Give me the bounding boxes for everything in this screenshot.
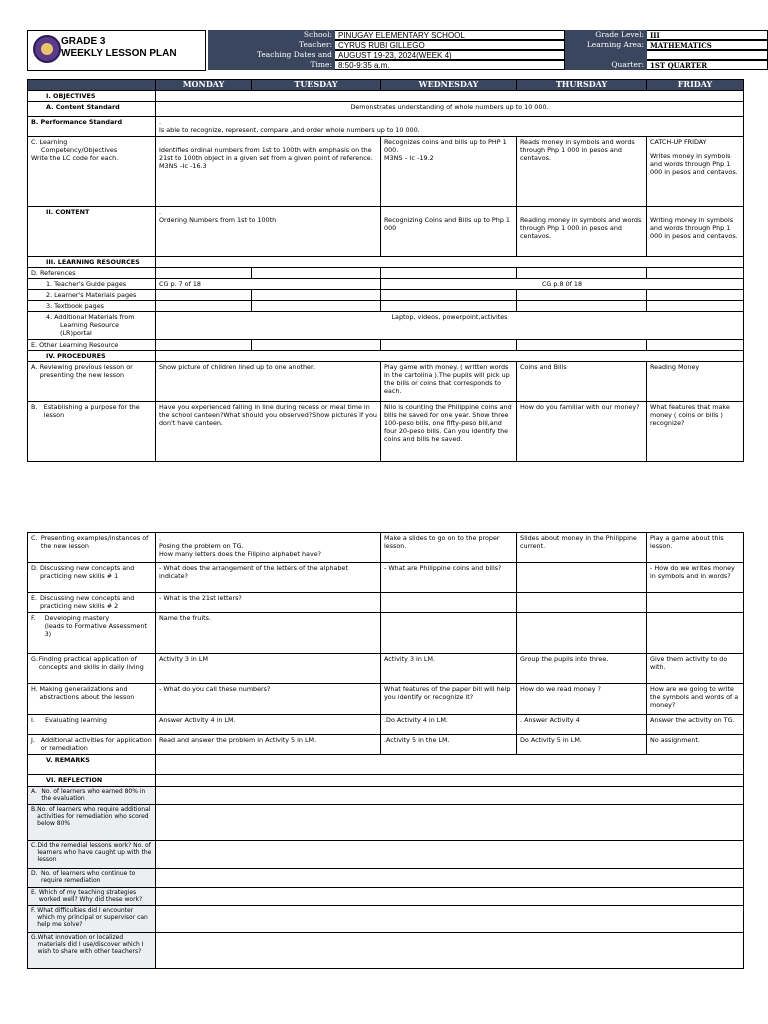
procedure-h-thu: How do we read money ? [517, 684, 647, 715]
competency-mon-tue-line3: M3NS –Ic -16.3 [159, 162, 207, 170]
procedure-c-label [28, 533, 156, 563]
empty-cell [156, 351, 744, 362]
dates-value: AUGUST 19-23, 2024(WEEK 4) [335, 50, 565, 60]
procedure-h-fri: How are we going to write the symbols and words of a money? [647, 684, 744, 715]
procedure-f-text: Developing mastery (leads to Formative Assessment 3) [44, 614, 147, 638]
letter-b: B. [31, 806, 38, 813]
reflection-f-text: What difficulties did I encounter which my principal or supervisor can help me solve? [37, 907, 148, 928]
empty-cell [381, 268, 517, 279]
empty-cell [156, 787, 744, 805]
empty-cell [156, 91, 744, 102]
day-wednesday: WEDNESDAY [381, 80, 517, 91]
title-weekly-plan: WEEKLY LESSON PLAN [61, 48, 177, 59]
grade-level-label: Grade Level: [565, 30, 647, 40]
empty-cell [517, 563, 647, 593]
time-label: Time: [208, 60, 335, 70]
empty-cell [156, 841, 744, 869]
procedure-c-mon-tue-text: Posing the problem on TG. How many letters does the Filipino alphabet have? [159, 542, 322, 558]
letter-a: A. [31, 788, 37, 795]
content-wed [381, 207, 517, 257]
reflection-a-row [28, 787, 744, 805]
lesson-plan-table-page2 [27, 532, 744, 969]
empty-cell [517, 268, 647, 279]
references-label: D. References [28, 268, 156, 279]
procedure-b-thu: How do you familiar with our money? [517, 402, 647, 462]
empty-cell [156, 869, 744, 888]
corner-cell [28, 80, 156, 91]
procedure-a-wed: Play game with money. ( written words in the cartolina ).The pupils will pick up the bills or coins that corresponds to each. [381, 362, 517, 402]
procedure-e-text: Discussing new concepts and practicing new skills # 2 [39, 594, 135, 610]
procedure-b-fri: What features that make money ( coins or bills ) recognize? [647, 402, 744, 462]
procedure-f-label [28, 613, 156, 654]
procedure-g-wed: Activity 3 in LM. [381, 654, 517, 684]
empty-cell [517, 613, 647, 654]
letter-g: G. [31, 655, 38, 663]
teacher-value: CYRUS RUBI GILLEGO [335, 40, 565, 50]
day-friday: FRIDAY [647, 80, 744, 91]
procedure-c-text: Presenting examples/instances of the new lesson [40, 534, 149, 550]
procedure-j-text: Additional activities for application or remediation [40, 736, 152, 752]
empty-cell [517, 340, 647, 351]
content-standard-label: A. Content Standard [28, 102, 156, 117]
day-tuesday: TUESDAY [252, 80, 381, 91]
learners-materials-label: 2. Learner's Materials pages [28, 290, 156, 301]
procedure-b-label [28, 402, 156, 462]
procedure-d-text: Discussing new concepts and practicing new skills # 1 [39, 564, 135, 580]
procedure-h-row [28, 684, 744, 715]
reflection-f-row [28, 906, 744, 933]
quarter-label: Quarter: [565, 60, 647, 70]
competency-row [28, 137, 744, 207]
performance-standard-cell [156, 117, 744, 137]
procedure-e-row [28, 593, 744, 613]
school-label: School: [208, 30, 335, 40]
additional-materials-row [28, 312, 744, 340]
procedure-i-mon-tue: Answer Activity 4 in LM. [156, 715, 381, 735]
content-row [28, 207, 744, 257]
procedure-d-row [28, 563, 744, 593]
procedure-b-wed: Nilo is counting the Philippine coins and bills he saved for one year. Show three 100-peso bills, one fifty-peso bill,and four 20-peso bills. Can you identify the coins and bills he saved. [381, 402, 517, 462]
empty-cell [252, 290, 381, 301]
reflection-e-label [28, 888, 156, 906]
school-value: PINUGAY ELEMENTARY SCHOOL [335, 30, 565, 40]
procedure-g-label [28, 654, 156, 684]
procedure-j-label [28, 735, 156, 755]
quarter-value: 1ST QUARTER [647, 60, 768, 70]
performance-standard-dot: . [159, 118, 162, 126]
resources-heading-row [28, 257, 744, 268]
empty-cell [156, 888, 744, 906]
empty-cell [381, 301, 517, 312]
empty-cell [381, 340, 517, 351]
reflection-c-row [28, 841, 744, 869]
competency-label-line3: Write the LC code for each. [31, 154, 119, 162]
content-thu [517, 207, 647, 257]
procedure-b-text: Establishing a purpose for the lesson [43, 403, 140, 419]
procedure-h-wed: What features of the paper bill will help you identify or recognize it? [381, 684, 517, 715]
teachers-guide-row [28, 279, 744, 290]
procedure-i-text: Evaluating learning [45, 716, 107, 724]
content-fri-text: Writing money in symbols and words through Php 1 000 in pesos and centavos. [650, 216, 738, 240]
procedure-j-wed: .Activity 5 in the LM. [381, 735, 517, 755]
empty-cell [517, 301, 647, 312]
letter-c: C. [31, 842, 38, 849]
empty-cell [252, 301, 381, 312]
empty-cell [381, 593, 517, 613]
letter-d: D. [31, 870, 38, 877]
teacher-label: Teacher: [208, 40, 335, 50]
reflection-c-text: Did the remedial lessons work? No. of learners who have caught up with the lesson [37, 842, 152, 863]
empty-cell [156, 805, 744, 841]
procedure-d-mon-tue: - What does the arrangement of the letters of the alphabet indicate? [156, 563, 381, 593]
competency-label-line1: C. Learning [31, 138, 68, 146]
textbook-row [28, 301, 744, 312]
remarks-row [28, 755, 744, 775]
letter-h: H. [31, 685, 38, 693]
procedure-i-label [28, 715, 156, 735]
time-value: 8:50-9:35 a.m. [335, 60, 565, 70]
letter-i: I. [31, 716, 35, 724]
procedure-h-mon-tue: - What do you call these numbers? [156, 684, 381, 715]
content-wed-text: Recognizing Coins and Bills up to Php 1 000 [384, 216, 510, 232]
reflection-b-text: No. of learners who require additional activities for remediation who scored below 80% [37, 806, 151, 827]
reflection-e-row [28, 888, 744, 906]
procedure-j-thu: Do Activity 5 in LM. [517, 735, 647, 755]
content-standard-row [28, 102, 744, 117]
objectives-heading: I. OBJECTIVES [28, 91, 156, 102]
procedure-c-wed: Make a slides to go on to the proper lesson. [381, 533, 517, 563]
empty-cell [647, 613, 744, 654]
title-grade: GRADE 3 [61, 36, 106, 47]
reflection-a-label [28, 787, 156, 805]
procedure-a-row [28, 362, 744, 402]
learning-area-value: MATHEMATICS [647, 40, 768, 50]
reflection-d-row [28, 869, 744, 888]
reflection-b-label [28, 805, 156, 841]
letter-e: E. [31, 594, 38, 602]
competency-wed: Recognizes coins and bills up to PHP 1 000. M3NS – Ic -19.2 [381, 137, 517, 207]
objectives-heading-row [28, 91, 744, 102]
empty-cell [647, 340, 744, 351]
grade-level-value: III [647, 30, 768, 40]
reflection-d-text: No. of learners who continue to require remediation [40, 870, 136, 884]
procedure-d-fri: - How do we writes money in symbols and in words? [647, 563, 744, 593]
procedure-j-fri: No assignment. [647, 735, 744, 755]
letter-d: D. [31, 564, 38, 572]
performance-standard-label: B. Performance Standard [28, 117, 156, 137]
procedure-f-mon-tue: Name the fruits. [156, 613, 381, 654]
letter-g: G. [31, 934, 38, 941]
reflection-b-row [28, 805, 744, 841]
procedures-heading-row [28, 351, 744, 362]
content-heading: II. CONTENT [28, 207, 156, 257]
procedure-c-row [28, 533, 744, 563]
reflection-g-label [28, 933, 156, 969]
empty-cell [156, 340, 252, 351]
performance-standard-value: Is able to recognize, represent, compare ,and order whole numbers up to 10 000. [159, 126, 420, 134]
reflection-g-text: What innovation or localized materials did I use/discover which I wish to share with other teachers? [37, 934, 144, 955]
empty-cell [156, 301, 252, 312]
reflection-a-text: No. of learners who earned 80% in the evaluation [41, 788, 146, 802]
empty-cell [647, 593, 744, 613]
procedure-i-fri: Answer the activity on TG. [647, 715, 744, 735]
empty-cell [647, 290, 744, 301]
resources-heading: III. LEARNING RESOURCES [28, 257, 156, 268]
additional-line3: (LR)portal [60, 329, 92, 337]
day-thursday: THURSDAY [517, 80, 647, 91]
performance-standard-row [28, 117, 744, 137]
content-mon-tue-text: Ordering Numbers from 1st to 100th [159, 216, 277, 224]
procedure-c-thu: Slides about money in the Philippine current. [517, 533, 647, 563]
procedure-b-mon-tue: Have you experienced falling in line during recess or meal time in the school canteen?What should you observed?Show pictures if you don't have canteen. [156, 402, 381, 462]
procedure-j-mon-tue: Read and answer the problem in Activity 5 in LM. [156, 735, 381, 755]
learning-area-label: Learning Area: [565, 40, 647, 50]
procedure-g-fri: Give them activity to do with. [647, 654, 744, 684]
day-monday: MONDAY [156, 80, 252, 91]
procedure-f-row [28, 613, 744, 654]
procedure-d-wed: - What are Philippine coins and bills? [381, 563, 517, 593]
content-standard-value: Demonstrates understanding of whole numbers up to 10 000. [156, 102, 744, 117]
blank-label [565, 50, 647, 60]
procedure-i-row [28, 715, 744, 735]
competency-mon-tue-line1: Identifies ordinal numbers from 1st to 100th with emphasis on the [159, 146, 372, 154]
empty-cell [252, 340, 381, 351]
additional-line2: Learning Resource [60, 321, 120, 329]
learners-materials-row [28, 290, 744, 301]
deped-seal-icon [33, 35, 61, 63]
competency-fri-text: Writes money in symbols and words through Php 1 000 in pesos and centavos. [650, 152, 738, 176]
procedure-i-wed: .Do Activity 4 in LM. [381, 715, 517, 735]
letter-j: J. [31, 736, 35, 744]
procedure-g-text: Finding practical application of concepts and skills in daily living [38, 655, 144, 671]
procedure-c-mon-tue [156, 533, 381, 563]
competency-label-line2: Competency/Objectives [41, 146, 118, 154]
header-title-box [27, 30, 206, 71]
procedure-c-fri: Play a game about this lesson. [647, 533, 744, 563]
empty-cell [156, 268, 252, 279]
teachers-guide-label: 1. Teacher's Guide pages [28, 279, 156, 290]
teachers-guide-thu: CG p.8 0f 18 [381, 279, 744, 290]
procedure-a-mon-tue: Show picture of children lined up to one another. [156, 362, 381, 402]
procedure-a-fri: Reading Money [647, 362, 744, 402]
procedure-a-label [28, 362, 156, 402]
empty-cell [156, 257, 744, 268]
additional-line1: 4. Additional Materials from [46, 313, 135, 321]
empty-cell [381, 613, 517, 654]
empty-cell [517, 593, 647, 613]
days-header-row [28, 80, 744, 91]
plan-title [61, 36, 177, 60]
letter-b: B. [31, 403, 38, 411]
procedure-j-row [28, 735, 744, 755]
procedure-e-mon-tue: - What is the 21st letters? [156, 593, 381, 613]
reflection-c-label [28, 841, 156, 869]
empty-cell [156, 775, 744, 787]
letter-e: E. [31, 889, 37, 896]
letter-f: F. [31, 907, 36, 914]
empty-cell [156, 290, 252, 301]
reflection-heading-row [28, 775, 744, 787]
other-resource-label: E. Other Learning Resource [28, 340, 156, 351]
empty-cell [156, 933, 744, 969]
procedure-g-mon-tue: Activity 3 in LM [156, 654, 381, 684]
procedure-h-label [28, 684, 156, 715]
empty-cell [381, 290, 517, 301]
blank-value [647, 50, 768, 60]
other-resource-row [28, 340, 744, 351]
empty-cell [647, 268, 744, 279]
lesson-plan-header [27, 30, 768, 71]
references-row [28, 268, 744, 279]
letter-c: C. [31, 534, 38, 542]
procedure-b-row [28, 402, 744, 462]
empty-cell [156, 755, 744, 775]
procedure-a-thu: Coins and Bills [517, 362, 647, 402]
empty-cell [252, 268, 381, 279]
competency-label [28, 137, 156, 207]
procedure-g-thu: Group the pupils into three. [517, 654, 647, 684]
reflection-d-label [28, 869, 156, 888]
procedure-g-row [28, 654, 744, 684]
empty-cell [156, 906, 744, 933]
remarks-heading: V. REMARKS [28, 755, 156, 775]
reflection-g-row [28, 933, 744, 969]
content-thu-text: Reading money in symbols and words through Php 1 000 in pesos and centavos. [520, 216, 642, 240]
procedure-e-label [28, 593, 156, 613]
content-mon-tue [156, 207, 381, 257]
textbook-label: 3. Textbook pages [28, 301, 156, 312]
procedure-i-thu: . Answer Activity 4 [517, 715, 647, 735]
lesson-plan-table-page1 [27, 79, 744, 462]
competency-thu: Reads money in symbols and words through Php 1 000 in pesos and centavos. [517, 137, 647, 207]
additional-materials-value: Laptop, videos, powerpoint,activites [156, 312, 744, 340]
content-dot: . [159, 208, 162, 216]
competency-mon-tue-line2: 21st to 100th object in a given set from a given point of reference. [159, 154, 373, 162]
competency-mon-tue [156, 137, 381, 207]
procedure-d-label [28, 563, 156, 593]
reflection-f-label [28, 906, 156, 933]
letter-f: F. [31, 614, 36, 622]
teachers-guide-mon: CG p. 7 of 18 [156, 279, 381, 290]
additional-materials-label [28, 312, 156, 340]
competency-fri [647, 137, 744, 207]
procedure-a-text: Reviewing previous lesson or presenting the new lesson [39, 363, 133, 379]
procedures-heading: IV. PROCEDURES [28, 351, 156, 362]
catch-up-friday: CATCH-UP FRIDAY [650, 138, 707, 146]
reflection-e-text: Which of my teaching strategies worked well? Why did these work? [38, 889, 143, 903]
letter-a: A. [31, 363, 38, 371]
content-fri [647, 207, 744, 257]
procedure-h-text: Making generalizations and abstractions about the lesson [39, 685, 135, 701]
empty-cell [517, 290, 647, 301]
reflection-heading: VI. REFLECTION [28, 775, 156, 787]
procedure-c-dot: . [159, 534, 162, 542]
empty-cell [647, 301, 744, 312]
dates-label: Teaching Dates and [208, 50, 335, 60]
